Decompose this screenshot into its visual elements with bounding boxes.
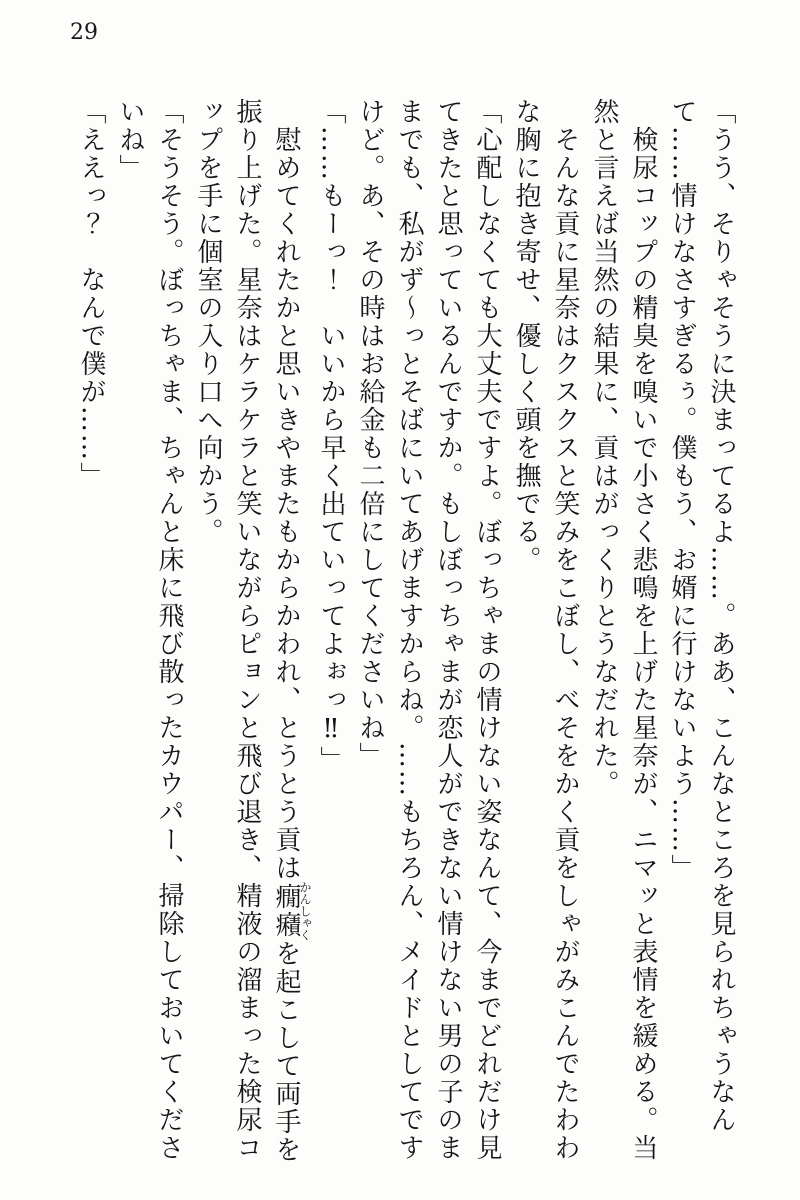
paragraph-dialogue-5: 「ええっ？ なんで僕が……」 (76, 98, 106, 490)
ruby-annotation: かんしゃく (298, 881, 312, 941)
paragraph-dialogue-1: 「うう、そりゃそうに決まってるよ……。ああ、こんなところを見られちゃうなんて……情けなさすぎるぅ。僕もう、お婿に行けないよう……」 (667, 98, 736, 1134)
ruby-base: 癇癪 (271, 881, 301, 941)
paragraph-narration-2: そんな貢に星奈はクスクスと笑みをこぼし、べそをかく貢をしゃがみこんでたわわな胸に抱き寄せ、優しく頭を撫でる。 (511, 98, 580, 1162)
ruby-kanshaku (271, 881, 312, 941)
paragraph-dialogue-2: 「心配しなくても大丈夫ですよ。ぼっちゃまの情けない姿なんて、今までどれだけ見てきたと思っているんですか。もしぼっちゃまが恋人ができない情けない男の子のままでも、私がず〜っとそばにいてあげますからね。……もちろん、メイドとしてですけど。あ、その時はお給金も二倍にしてくださいね」 (355, 98, 502, 1162)
paragraph-dialogue-3: 「……もーっ！ いいから早く出ていってよぉっ‼」 (316, 98, 346, 774)
narration-3-before-ruby: 慰めてくれたかと思いきやまたもからかわれ、とうとう貢は (271, 126, 301, 882)
paragraph-narration-3 (188, 98, 311, 1168)
text-block (71, 98, 740, 1168)
page-number: 29 (70, 20, 98, 45)
paragraph-dialogue-4: 「そうそう。ぼっちゃま、ちゃんと床に飛び散ったカウパー、掃除しておいてくださいね」 (115, 98, 184, 1162)
paragraph-narration-1: 検尿コップの精臭を嗅いで小さく悲鳴を上げた星奈が、ニマッと表情を緩める。当然と言えば当然の結果に、貢はがっくりとうなだれた。 (589, 98, 658, 1162)
narration-3-after-ruby: を起こして両手を振り上げた。星奈はケラケラと笑いながらピョンと飛び退き、精液の溜まった検尿コップを手に個室の入り口へ向かう。 (193, 98, 301, 1164)
